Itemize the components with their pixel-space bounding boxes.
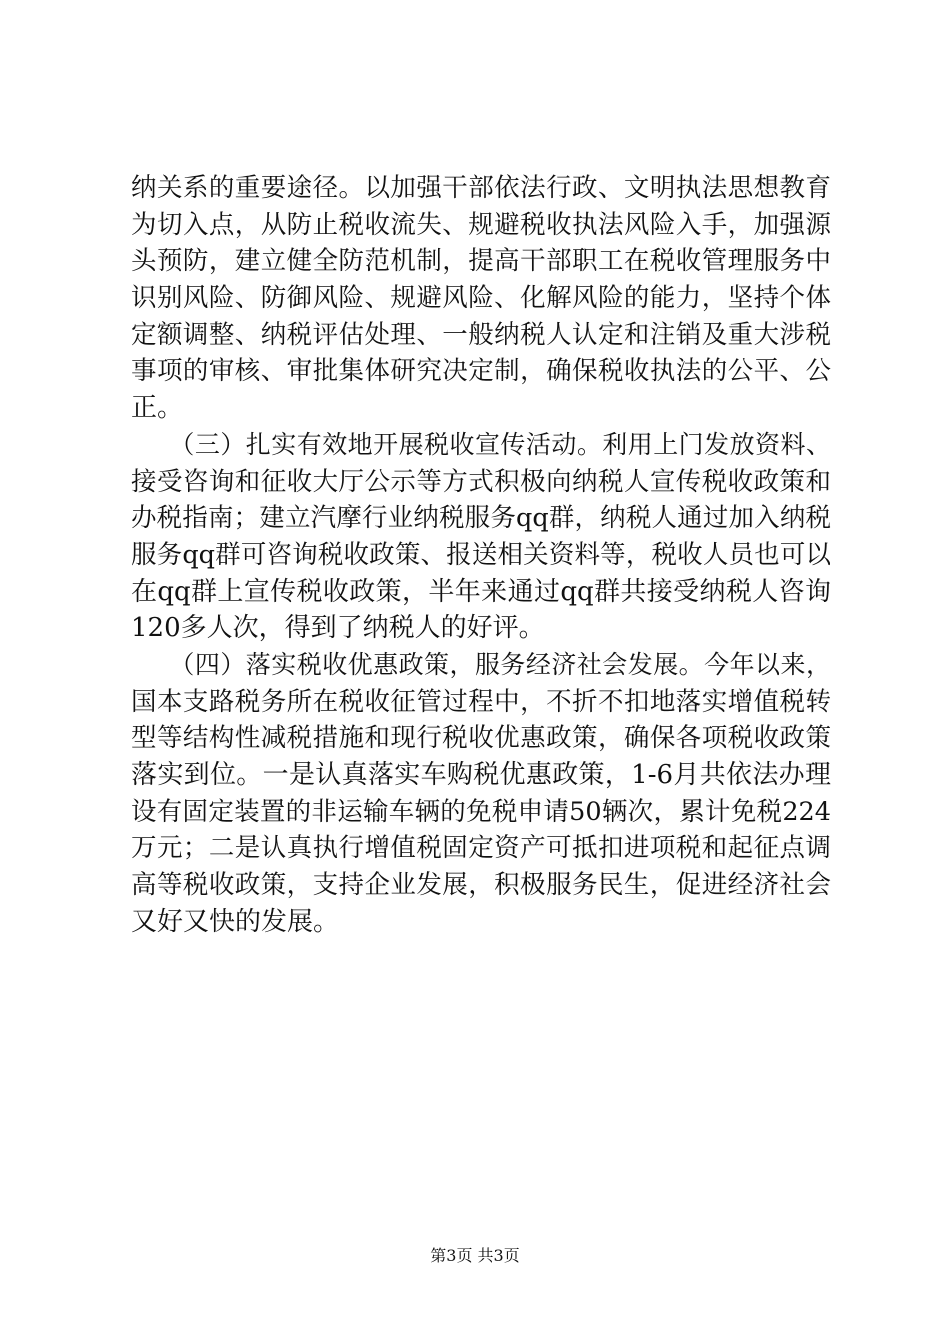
text-line: 头预防，建立健全防范机制，提高干部职工在税收管理服务中 (131, 246, 831, 277)
text-line: 定额调整、纳税评估处理、一般纳税人认定和注销及重大涉税 (131, 319, 831, 350)
text-line: 正。 (131, 393, 184, 424)
text-line: 识别风险、防御风险、规避风险、化解风险的能力，坚持个体 (131, 283, 831, 314)
text-line: 接受咨询和征收大厅公示等方式积极向纳税人宣传税收政策和 (131, 466, 831, 497)
text-line: 设有固定装置的非运输车辆的免税申请50辆次，累计免税224 (131, 796, 831, 827)
text-line: 高等税收政策，支持企业发展，积极服务民生，促进经济社会 (131, 870, 831, 901)
paragraph-3 (131, 647, 831, 941)
text-line: 120多人次，得到了纳税人的好评。 (131, 613, 545, 644)
paragraph-1 (131, 170, 831, 427)
text-line: 万元；二是认真执行增值税固定资产可抵扣进项税和起征点调 (131, 833, 831, 864)
text-line: （三）扎实有效地开展税收宣传活动。利用上门发放资料、 (131, 429, 831, 459)
paragraph-2 (131, 427, 831, 647)
text-line: 又好又快的发展。 (131, 906, 340, 937)
text-line: 服务qq群可咨询税收政策、报送相关资料等，税收人员也可以 (131, 539, 831, 570)
text-line: 国本支路税务所在税收征管过程中，不折不扣地落实增值税转 (131, 686, 831, 717)
text-line: 事项的审核、审批集体研究决定制，确保税收执法的公平、公 (131, 356, 831, 387)
text-line: 落实到位。一是认真落实车购税优惠政策，1-6月共依法办理 (131, 760, 831, 790)
document-body (131, 170, 831, 940)
text-line: 办税指南；建立汽摩行业纳税服务qq群，纳税人通过加入纳税 (131, 503, 831, 534)
text-line: 为切入点，从防止税收流失、规避税收执法风险入手，加强源 (131, 209, 831, 240)
text-line: 型等结构性减税措施和现行税收优惠政策，确保各项税收政策 (131, 723, 831, 754)
text-line: （四）落实税收优惠政策，服务经济社会发展。今年以来， (131, 649, 831, 679)
page-number-footer: 第3页 共3页 (430, 1246, 520, 1265)
text-line: 在qq群上宣传税收政策，半年来通过qq群共接受纳税人咨询 (131, 576, 831, 607)
text-line: 纳关系的重要途径。以加强干部依法行政、文明执法思想教育 (131, 173, 831, 203)
